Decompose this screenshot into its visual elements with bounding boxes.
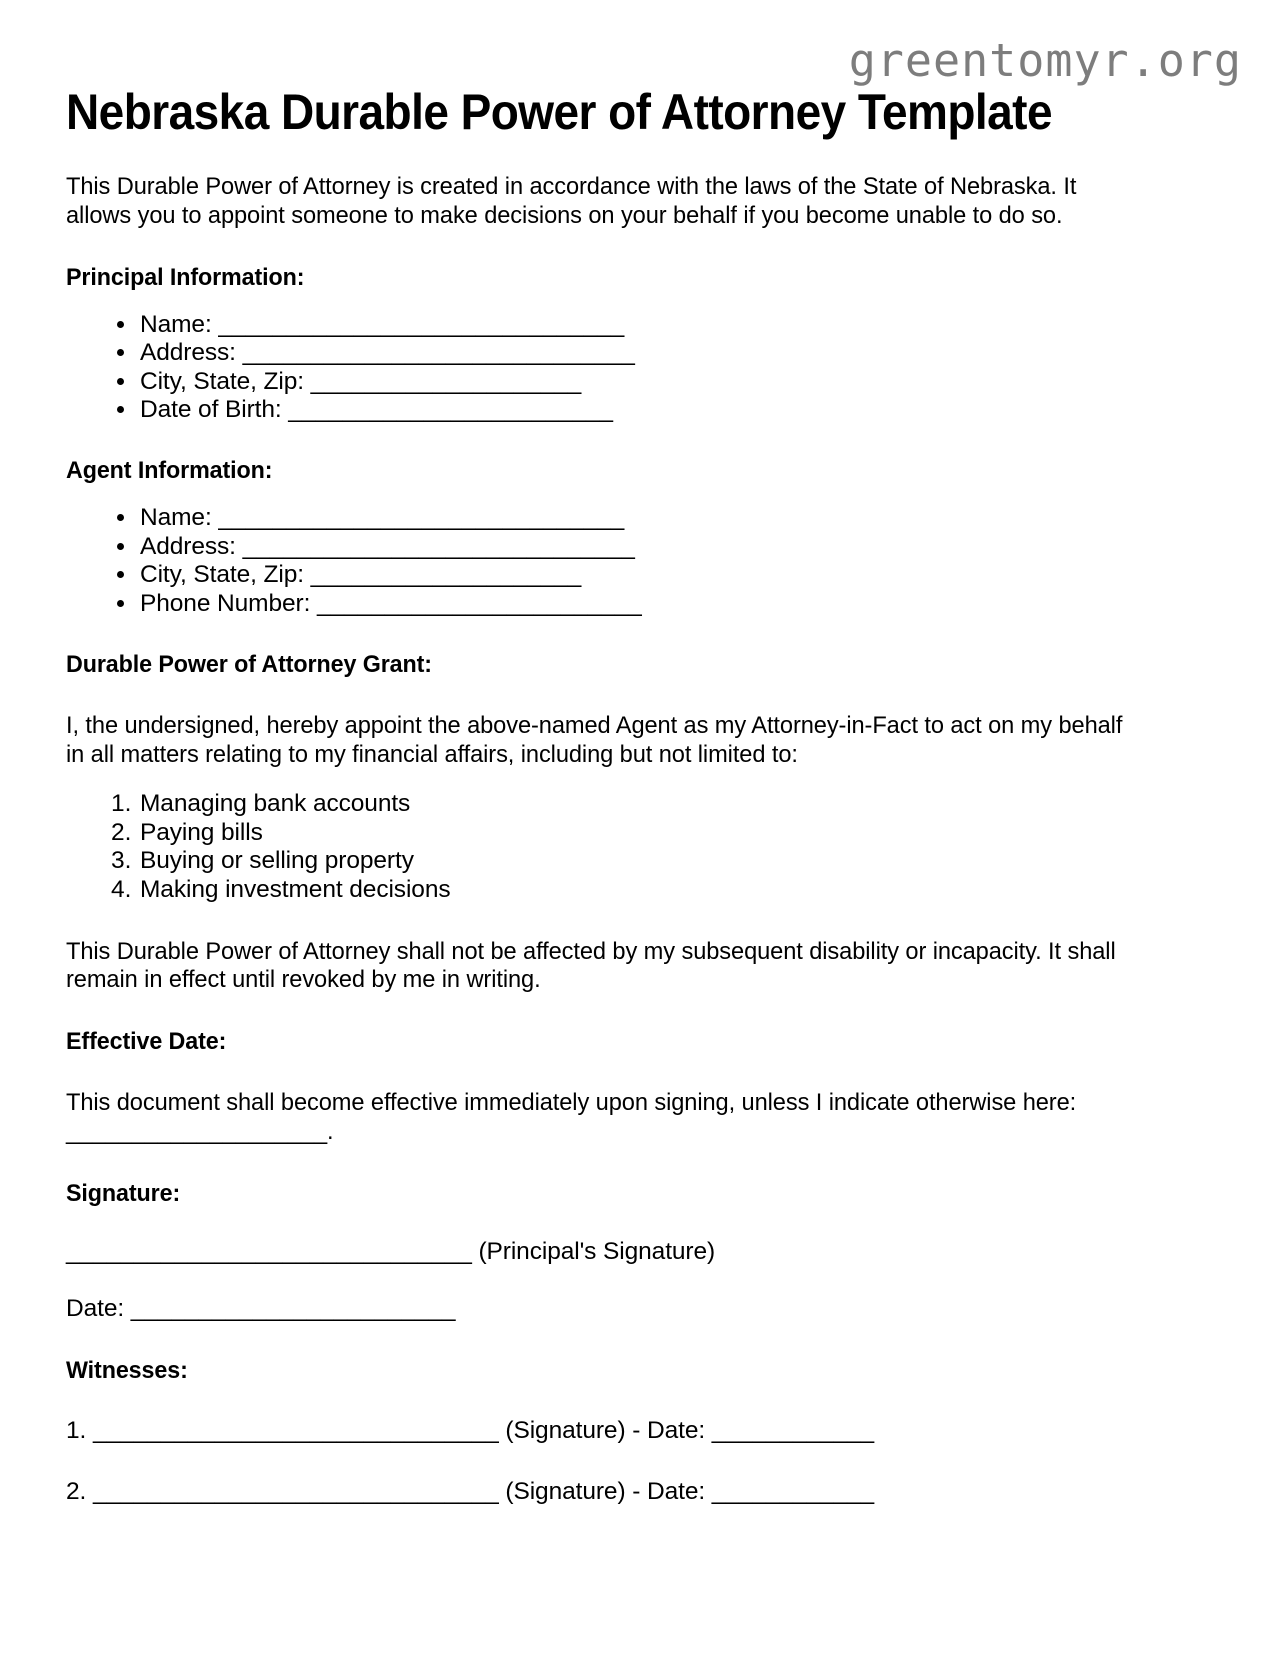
list-item[interactable]: • Name: ______________________________ [138,504,1141,532]
list-item: 2. Paying bills [138,819,1141,848]
document-content [66,0,1141,1507]
list-item[interactable]: • City, State, Zip: ____________________ [138,368,1141,396]
principal-information-heading: Principal Information: [66,263,305,291]
list-item[interactable]: • Phone Number: ________________________ [138,590,1141,618]
signature-date-line[interactable]: Date: ________________________ [66,1295,456,1323]
grant-paragraph: I, the undersigned, hereby appoint the above-named Agent as my Attorney-in-Fact to act on my behalf in all matters relating to my financial affairs, including but not limited to: [66,712,1123,768]
granted-powers-list [66,790,1141,905]
witness-line-2[interactable]: 2. ______________________________ (Signature) - Date: ____________ [66,1477,875,1505]
agent-information-fields [66,504,1141,618]
effective-date-heading: Effective Date: [66,1028,227,1056]
agent-information-heading: Agent Information: [66,457,273,485]
list-item: 3. Buying or selling property [138,847,1141,876]
signature-heading: Signature: [66,1180,181,1208]
page-title: Nebraska Durable Power of Attorney Template [66,84,1052,140]
effective-date-paragraph[interactable]: This document shall become effective immediately upon signing, unless I indicate otherwise here: ____________________. [66,1089,1077,1146]
witnesses-heading: Witnesses: [66,1356,188,1384]
list-item[interactable]: • Name: ______________________________ [138,311,1141,339]
intro-paragraph: This Durable Power of Attorney is created in accordance with the laws of the State of Nebraska. It allows you to appoint someone to make decisions on your behalf if you become unable to do so. [66,173,1077,229]
list-item[interactable]: • Date of Birth: ________________________ [138,396,1141,424]
list-item: 1. Managing bank accounts [138,790,1141,819]
site-watermark: greentomyr.org [848,34,1242,87]
principal-information-fields [66,311,1141,425]
durability-paragraph: This Durable Power of Attorney shall not be affected by my subsequent disability or incapacity. It shall remain in effect until revoked by me in writing. [66,937,1116,994]
list-item[interactable]: • Address: _____________________________ [138,339,1141,367]
principal-signature-line[interactable]: ______________________________ (Principal's Signature) [66,1238,716,1266]
list-item[interactable]: • Address: _____________________________ [138,533,1141,561]
list-item[interactable]: • City, State, Zip: ____________________ [138,561,1141,589]
grant-heading: Durable Power of Attorney Grant: [66,651,432,679]
list-item: 4. Making investment decisions [138,876,1141,905]
witness-line-1[interactable]: 1. ______________________________ (Signature) - Date: ____________ [66,1416,875,1444]
